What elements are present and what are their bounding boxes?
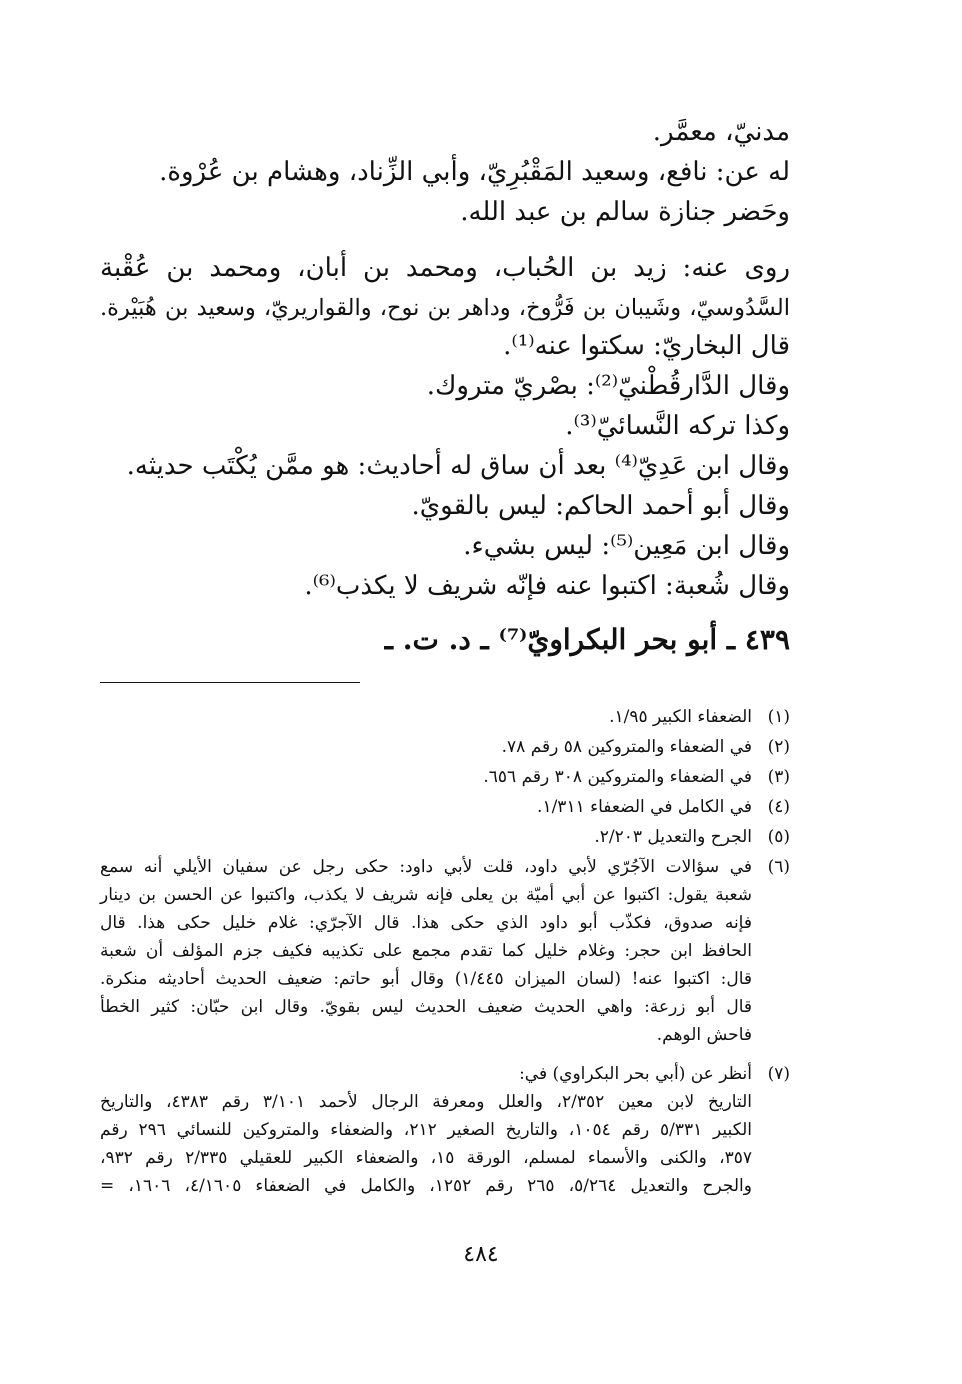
footnote-text: قال: اكتبوا عنه! (لسان الميزان ١/٤٤٥) وقال أبو حاتم: ضعيف الحديث أحاديثه منكرة.	[100, 969, 752, 989]
footnote-number: (٣)	[767, 767, 790, 787]
footnote-number: (٦)	[767, 857, 790, 877]
footnote-number: (٥)	[767, 827, 790, 847]
text-line: له عن: نافع، وسعيد المَقْبُرِيّ، وأبي الزِّناد، وهشام بن عُرْوة.	[159, 157, 790, 187]
text-line: وكذا تركه النَّسائيّ⁽³⁾.	[565, 411, 790, 441]
footnote-1	[100, 703, 790, 731]
footnote-text: في الكامل في الضعفاء ١/٣١١.	[537, 797, 752, 817]
footnote-text: في الضعفاء والمتروكين ٣٠٨ رقم ٦٥٦.	[483, 767, 752, 787]
footnote-text: الكبير ٥/٣٣١ رقم ١٠٥٤، والتاريخ الصغير ٢١٢، والضعفاء والمتروكين للنسائي ٢٩٦ رقم	[100, 1120, 752, 1140]
text-line: وقال ابن عَدِيّ⁽⁴⁾ بعد أن ساق له أحاديث: هو ممَّن يُكْتَب حديثه.	[126, 451, 790, 481]
footnote-text: والجرح والتعديل ٥/٢٦٤، ٢٦٥ رقم ١٢٥٢، والكامل في الضعفاء ٤/١٦٠٥، ١٦٠٦، =	[100, 1176, 752, 1196]
text-line: السَّدُوسيّ، وشَيبان بن فَرُّوخ، وداهر بن نوح، والقواريريّ، وسعيد بن هُبَيْرة.	[100, 295, 790, 321]
text-line: مدنيّ، معمَّر.	[652, 117, 790, 147]
text-line: وحَضر جنازة سالم بن عبد الله.	[460, 197, 790, 227]
footnote-text: في الضعفاء والمتروكين ٥٨ رقم ٧٨.	[501, 737, 752, 757]
footnote-text: في سؤالات الآجُرّي لأبي داود، قلت لأبي داود: حكى رجل عن سفيان الأيلي أنه سمع	[100, 857, 752, 877]
text-line: قال البخاريّ: سكتوا عنه⁽¹⁾.	[503, 331, 790, 361]
footnote-4	[100, 793, 790, 821]
footnote-text: شعبة يقول: اكتبوا عن أبي أميّة بن يعلى فإنه شريف لا يكذب، واكتبوا عن الحسن بن دينار	[100, 885, 752, 905]
footnote-text: ٣٥٧، والكنى والأسماء لمسلم، الورقة ١٥، والضعفاء الكبير للعقيلي ٢/٣٣٥ رقم ٩٣٢،	[100, 1148, 752, 1168]
footnote-2	[100, 733, 790, 761]
page-number: ٤٨٤	[463, 1242, 499, 1267]
footnote-text: الحافظ ابن حجر: وغلام خليل كما تقدم مجمع على تكذيبه فكيف جزم المؤلف أن شعبة	[100, 941, 752, 961]
footnote-text: أنظر عن (أبي بحر البكراوي) في:	[519, 1064, 752, 1084]
footnote-text: قال أبو زرعة: واهي الحديث ضعيف الحديث ليس بقويّ. وقال ابن حبّان: كثير الخطأ	[100, 997, 752, 1017]
footnote-3	[100, 763, 790, 791]
footnote-text: فإنه صدوق، فكذّب أبو داود الذي حكى هذا. قال الآجرّي: غلام خليل حكى هذا. قال	[100, 913, 752, 933]
footnote-number: (١)	[767, 707, 790, 727]
footnote-number: (٧)	[767, 1064, 790, 1084]
entry-title: ٤٣٩ ـ أبو بحر البكراويّ⁽⁷⁾ ـ د. ت. ـ	[384, 623, 790, 656]
footnote-text: فاحش الوهم.	[656, 1025, 752, 1045]
footnote-6	[100, 853, 790, 1049]
text-line: وقال ابن مَعِين⁽⁵⁾: ليس بشيء.	[463, 531, 790, 561]
footnote-5	[100, 823, 790, 851]
footnote-number: (٤)	[767, 797, 790, 817]
footnote-separator	[100, 682, 360, 683]
footnote-text: الضعفاء الكبير ١/٩٥.	[609, 707, 752, 727]
text-line: وقال الدَّارقُطْنيّ⁽²⁾: بصْريّ متروك.	[426, 371, 790, 401]
footnote-text: التاريخ لابن معين ٢/٣٥٢، والعلل ومعرفة الرجال لأحمد ٣/١٠١ رقم ٤٣٨٣، والتاريخ	[100, 1092, 752, 1112]
footnote-7	[100, 1060, 790, 1200]
text-line: وقال أبو أحمد الحاكم: ليس بالقويّ.	[411, 491, 790, 521]
text-line: روى عنه: زيد بن الحُباب، ومحمد بن أبان، ومحمد بن عُقْبة	[100, 253, 790, 283]
text-line: وقال شُعبة: اكتبوا عنه فإنّه شريف لا يكذب⁽⁶⁾.	[304, 571, 790, 601]
footnote-text: الجرح والتعديل ٢/٢٠٣.	[594, 827, 752, 847]
footnote-number: (٢)	[767, 737, 790, 757]
